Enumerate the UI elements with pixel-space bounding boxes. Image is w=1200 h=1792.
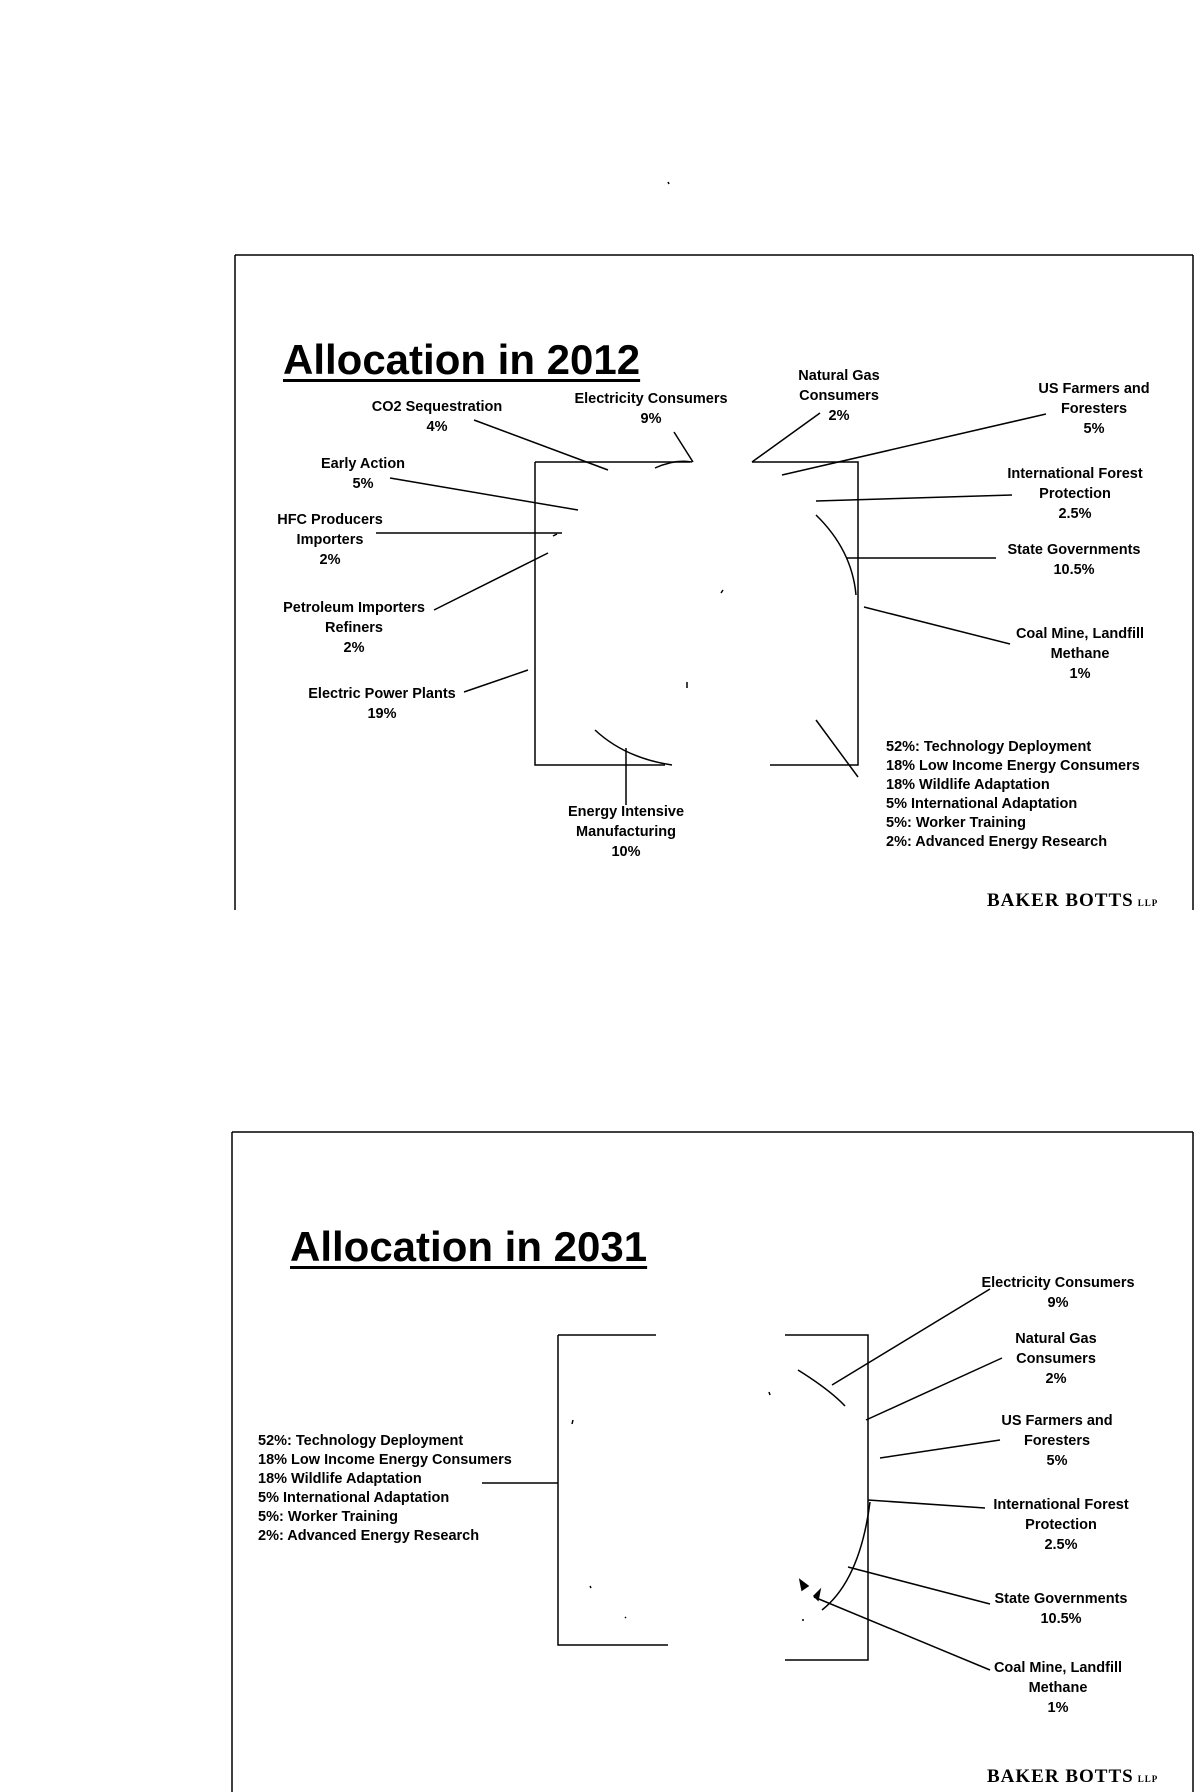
slide2-pie-frame [558,1335,868,1660]
list-item: 18% Low Income Energy Consumers [886,758,1140,774]
label-natural-gas-consumers-2031: Natural Gas Consumers 2% [1015,1331,1097,1387]
slide1-brand-logo: BAKER BOTTS LLP [987,890,1159,911]
slide1-pie-arc-bottom [595,730,672,765]
slide2-brand-logo: BAKER BOTTS LLP [987,1766,1159,1787]
list-item: 5% International Adaptation [258,1490,450,1506]
leader-breakdown [816,720,858,777]
leader-state-2031 [848,1567,990,1604]
slide1-breakdown-list [886,738,1140,852]
label-coal-mine-methane: Coal Mine, Landfill Methane 1% [1015,626,1145,682]
label-petroleum-importers: Petroleum Importers Refiners 2% [283,600,425,656]
slide2-pie-arc-right [822,1502,870,1610]
label-us-farmers-foresters: US Farmers and Foresters 5% [1038,381,1150,437]
list-item: 18% Wildlife Adaptation [258,1471,422,1487]
label-electricity-consumers-2031: Electricity Consumers 9% [981,1275,1135,1311]
leader-petroleum [434,553,548,610]
list-item: 5%: Worker Training [886,815,1026,831]
slide-allocation-2031 [0,940,1200,1792]
slide2-pie-arc-top [798,1370,845,1406]
slide2-title: Allocation in 2031 [290,1223,648,1270]
leader-coal [864,607,1010,644]
label-co2-sequestration: CO2 Sequestration 4% [371,399,503,435]
label-coal-mine-methane-2031: Coal Mine, Landfill Methane 1% [993,1660,1123,1716]
list-item: 18% Wildlife Adaptation [886,777,1050,793]
label-early-action: Early Action 5% [320,456,406,492]
slide1-pie-arc-right [816,515,856,595]
label-us-farmers-foresters-2031: US Farmers and Foresters 5% [1001,1413,1113,1469]
list-item: 18% Low Income Energy Consumers [258,1452,512,1468]
leader-natural-gas-2031 [866,1358,1002,1420]
slide2-breakdown-list [258,1432,512,1546]
leader-electricity-2031 [832,1289,990,1385]
list-item: 5%: Worker Training [258,1509,398,1525]
list-item: 5% International Adaptation [886,796,1078,812]
label-electricity-consumers: Electricity Consumers 9% [574,391,728,427]
label-international-forest-2031: International Forest Protection 2.5% [993,1497,1129,1553]
label-state-governments: State Governments 10.5% [1007,542,1141,578]
leader-intl-forest [816,495,1012,501]
label-state-governments-2031: State Governments 10.5% [994,1591,1128,1627]
leader-early-action [390,478,578,510]
leader-intl-forest-2031 [868,1500,985,1508]
list-item: 52%: Technology Deployment [886,739,1092,755]
leader-power [464,670,528,692]
leader-electricity [674,432,693,462]
label-international-forest: International Forest Protection 2.5% [1007,466,1143,522]
list-item: 2%: Advanced Energy Research [886,834,1108,850]
slide1-title: Allocation in 2012 [283,336,641,383]
slide1-pie-frame [535,462,858,765]
label-hfc-producers: HFC Producers Importers 2% [277,512,383,568]
leader-farmers-2031 [880,1440,1000,1458]
leader-coal-2031 [814,1597,990,1670]
label-energy-intensive-manufacturing: Energy Intensive Manufacturing 10% [567,804,685,860]
list-item: 2%: Advanced Energy Research [258,1528,480,1544]
list-item: 52%: Technology Deployment [258,1433,464,1449]
label-natural-gas-consumers: Natural Gas Consumers 2% [798,368,880,424]
label-electric-power-plants: Electric Power Plants 19% [308,686,456,722]
